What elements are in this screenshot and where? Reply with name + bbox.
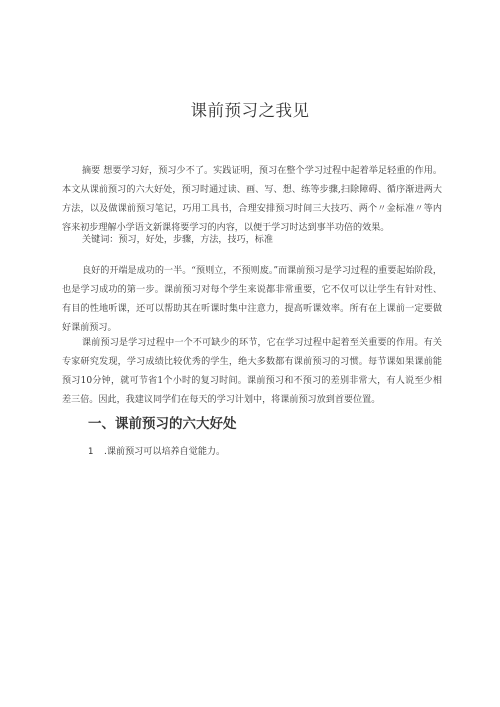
- section-heading: 一、课前预习的六大好处: [88, 416, 237, 432]
- subsection-number: 1: [88, 447, 94, 457]
- subsection-text: .课前预习可以培养自觉能力。: [104, 447, 226, 457]
- subsection-heading: [88, 444, 225, 457]
- abstract-paragraph: 摘要 想要学习好，预习少不了。实践证明，预习在整个学习过程中起着举足轻重的作用。本文从课前预习的六大好处，预习时通过读、画、写、想、练等步骤,扫除障碍、循序渐进两大方法，以及做课前预习笔记，巧用工具书，合理安排预习时间三大技巧、两个〃金标准〃等内容来初步理解小学语文新课将要学习的内容，以便于学习时达到事半功倍的效果。: [62, 166, 442, 233]
- intro-paragraph-1: 良好的开端是成功的一半。“预则立，不预则废。”而课前预习是学习过程的重要起始阶段，也是学习成功的第一步。课前预习对每个学生来说都非常重要，它不仅可以让学生有针对性、有目的性地听课，还可以帮助其在听课时集中注意力，提高听课效率。所有在上课前一定要做好课前预习。: [62, 266, 442, 333]
- page-title: 课前预习之我见: [190, 101, 310, 120]
- intro-paragraph-2: 课前预习是学习过程中一个不可缺少的环节，它在学习过程中起着至关重要的作用。有关专家研究发现，学习成绩比较优秀的学生，绝大多数都有课前预习的习惯。每节课如果课前能预习10分钟，就可节省1个小时的复习时间。课前预习和不预习的差别非常大，有人说至少相差三倍。因此，我建议同学们在每天的学习计划中，将课前预习放到首要位置。: [62, 338, 442, 405]
- keywords-paragraph: 关键词：预习，好处，步骤，方法，技巧，标准: [82, 235, 273, 245]
